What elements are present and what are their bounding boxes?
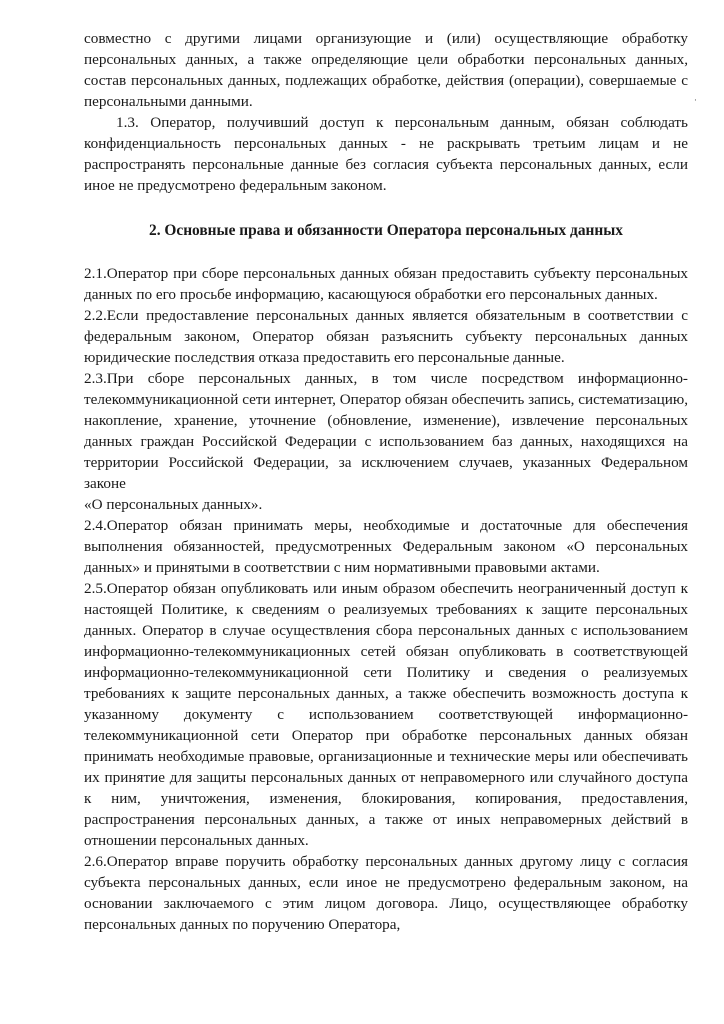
paragraph-2-4: 2.4.Оператор обязан принимать меры, необходимые и достаточные для обеспечения выполнения обязанностей, предусмотренных Федеральным законом «О персональных данных» и принятыми в соответствии с ним нормативными правовыми актами. — [84, 517, 688, 576]
section-heading: 2. Основные права и обязанности Оператора персональных данных — [149, 222, 623, 239]
paragraph-2-3: 2.3.При сборе персональных данных, в том числе посредством информационно-телекоммуникационной сети интернет, Оператор обязан обеспечить запись, систематизацию, накопление, хранение, уточнение (обновление, изменение), извлечение персональных данных граждан Российской Федерации с использованием баз данных, находящихся на территории Российской Федерации, за исключением случаев, указанных Федеральном законе — [84, 370, 688, 492]
paragraph-1-3: 1.3. Оператор, получивший доступ к персональным данным, обязан соблюдать конфиденциальность персональных данных - не раскрывать третьим лицам и не распространять персональные данные без согласия субъекта персональных данных, если иное не предусмотрено федеральным законом. — [84, 114, 688, 194]
paragraph-2-2: 2.2.Если предоставление персональных данных является обязательным в соответствии с федеральным законом, Оператор обязан разъяснить субъекту персональных данных юридические последствия отказа предоставить его персональные данные. — [84, 307, 688, 366]
paragraph-intro-continuation: совместно с другими лицами организующие и (или) осуществляющие обработку персональных данных, а также определяющие цели обработки персональных данных, состав персональных данных, подлежащих обработке, действия (операции), совершаемые с персональными данными. — [84, 30, 688, 110]
paragraph-2-5: 2.5.Оператор обязан опубликовать или иным образом обеспечить неограниченный доступ к настоящей Политике, к сведениям о реализуемых требованиях к защите персональных данных. Оператор в случае осуществления сбора персональных данных с использованием информационно-телекоммуникационных сетей обязан опубликовать в соответствующей информационно-телекоммуникационной сети Политику и сведения о реализуемых требованиях к защите персональных данных, а также обеспечить возможность доступа к указанному документу с использованием соответствующей информационно-телекоммуникационной сети Оператор при обработке персональных данных обязан принимать необходимые правовые, организационные и технические меры или обеспечивать их принятие для защиты персональных данных от неправомерного или случайного доступа к ним, уничтожения, изменения, блокирования, копирования, предоставления, распространения персональных данных, а также от иных неправомерных действий в отношении персональных данных. — [84, 580, 688, 849]
paragraph-2-1: 2.1.Оператор при сборе персональных данных обязан предоставить субъекту персональных данных по его просьбе информацию, касающуюся обработки его персональных данных. — [84, 265, 688, 303]
scan-speck-mark: · — [694, 96, 697, 106]
document-page — [84, 28, 688, 935]
paragraph-2-6: 2.6.Оператор вправе поручить обработку персональных данных другому лицу с согласия субъекта персональных данных, если иное не предусмотрено федеральным законом, на основании заключаемого с этим лицом договора. Лицо, осуществляющее обработку персональных данных по поручению Оператора, — [84, 853, 688, 933]
paragraph-2-3-law-name: «О персональных данных». — [84, 496, 263, 513]
